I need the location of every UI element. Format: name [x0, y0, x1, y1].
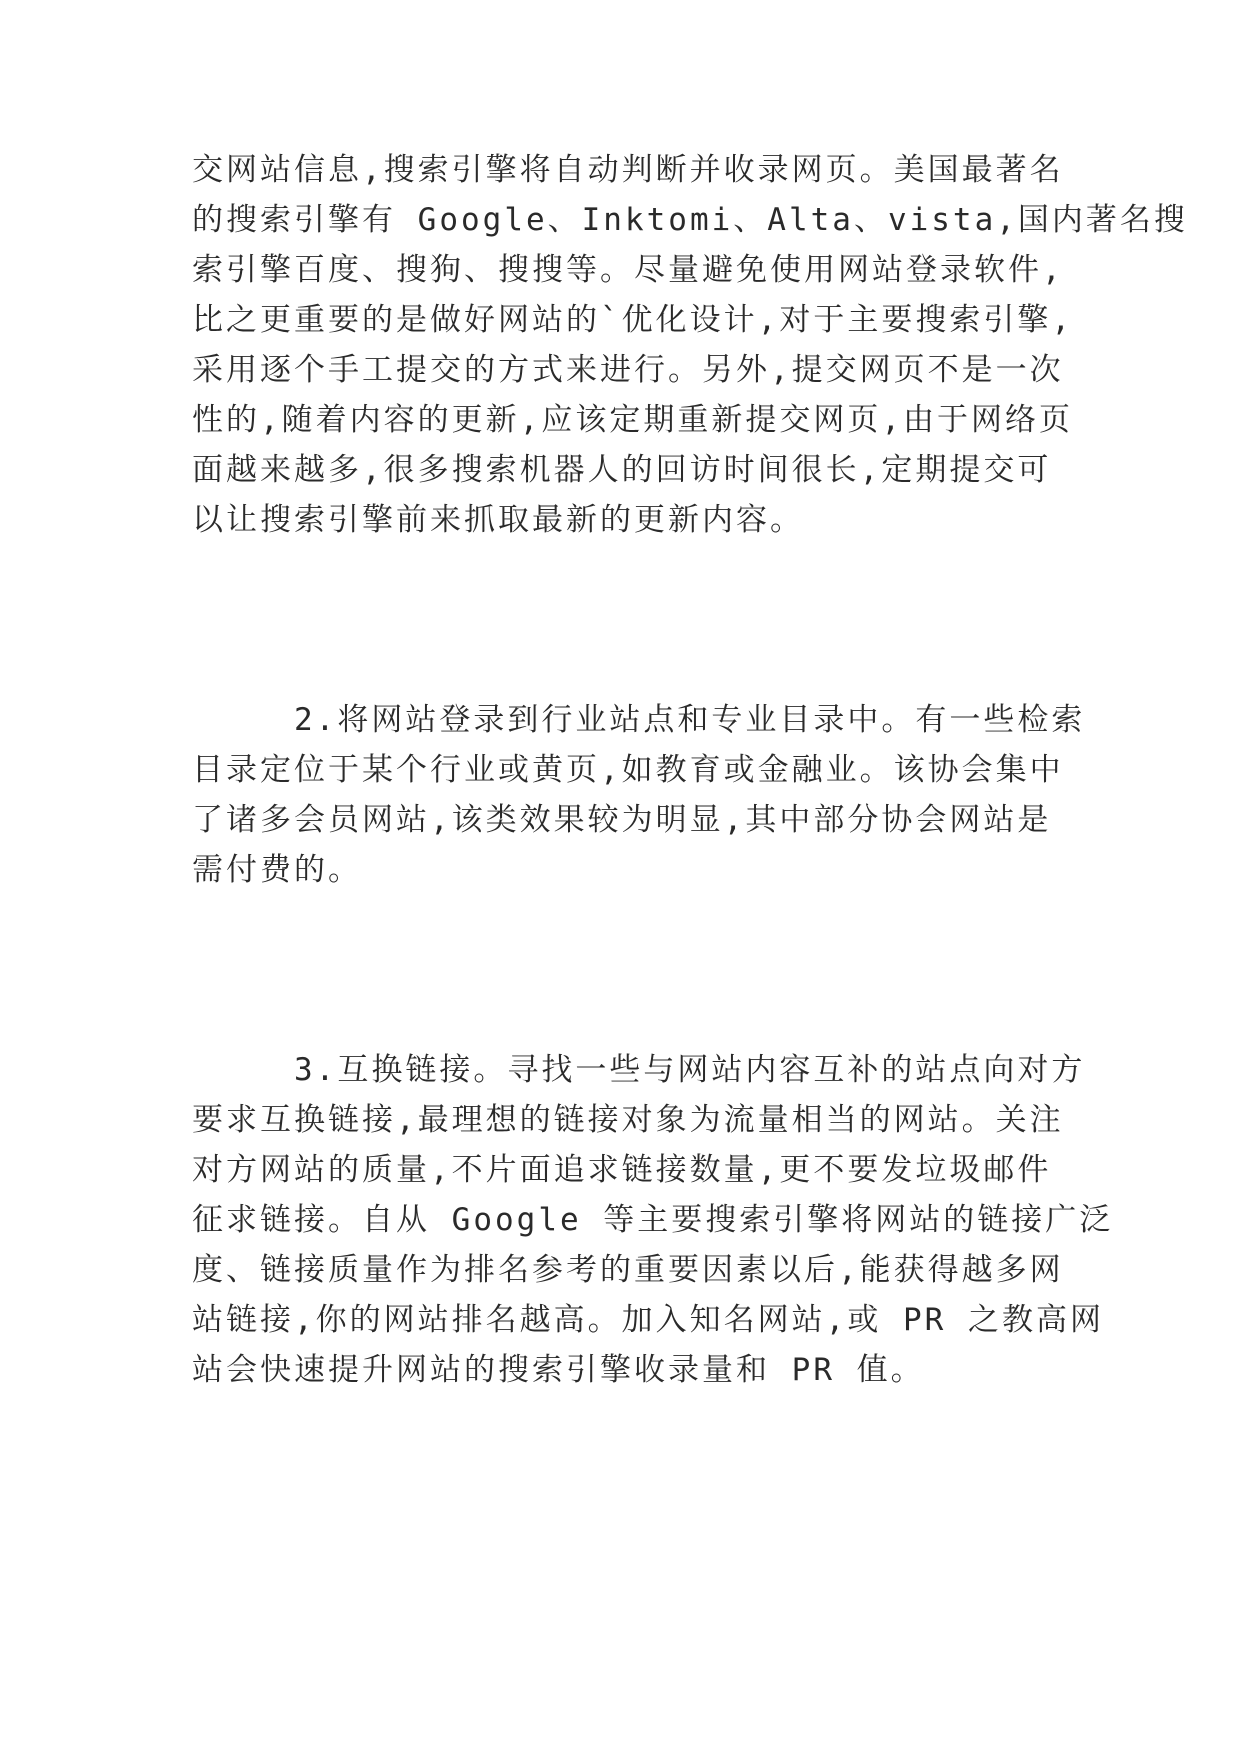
paragraph-line: 站会快速提升网站的搜索引擎收录量和 PR 值。 — [192, 1352, 925, 1388]
paragraph-line: 对方网站的质量,不片面追求链接数量,更不要发垃圾邮件 — [192, 1152, 1052, 1188]
paragraph-line: 要求互换链接,最理想的链接对象为流量相当的网站。关注 — [192, 1102, 1064, 1138]
paragraph-line: 了诸多会员网站,该类效果较为明显,其中部分协会网站是 — [192, 802, 1052, 838]
paragraph-line: 站链接,你的网站排名越高。加入知名网站,或 PR 之教高网 — [192, 1302, 1104, 1338]
paragraph-line: 面越来越多,很多搜索机器人的回访时间很长,定期提交可 — [192, 452, 1052, 488]
paragraph-line: 2.将网站登录到行业站点和专业目录中。有一些检索 — [294, 702, 1086, 738]
paragraph-line: 交网站信息,搜索引擎将自动判断并收录网页。美国最著名 — [192, 152, 1064, 188]
paragraph-line: 比之更重要的是做好网站的`优化设计,对于主要搜索引擎, — [192, 302, 1073, 338]
paragraph-line: 征求链接。自从 Google 等主要搜索引擎将网站的链接广泛 — [192, 1202, 1114, 1238]
paragraph-line: 采用逐个手工提交的方式来进行。另外,提交网页不是一次 — [192, 352, 1064, 388]
paragraph-line: 需付费的。 — [192, 852, 362, 888]
paragraph-line: 以让搜索引擎前来抓取最新的更新内容。 — [192, 502, 804, 538]
paragraph-line: 性的,随着内容的更新,应该定期重新提交网页,由于网络页 — [192, 402, 1073, 438]
paragraph-line: 目录定位于某个行业或黄页,如教育或金融业。该协会集中 — [192, 752, 1064, 788]
paragraph-line: 的搜索引擎有 Google、Inktomi、Alta、vista,国内著名搜 — [192, 202, 1188, 238]
paragraph-line: 度、链接质量作为排名参考的重要因素以后,能获得越多网 — [192, 1252, 1064, 1288]
paragraph-line: 索引擎百度、搜狗、搜搜等。尽量避免使用网站登录软件, — [192, 252, 1064, 288]
paragraph-line: 3.互换链接。寻找一些与网站内容互补的站点向对方 — [294, 1052, 1086, 1088]
